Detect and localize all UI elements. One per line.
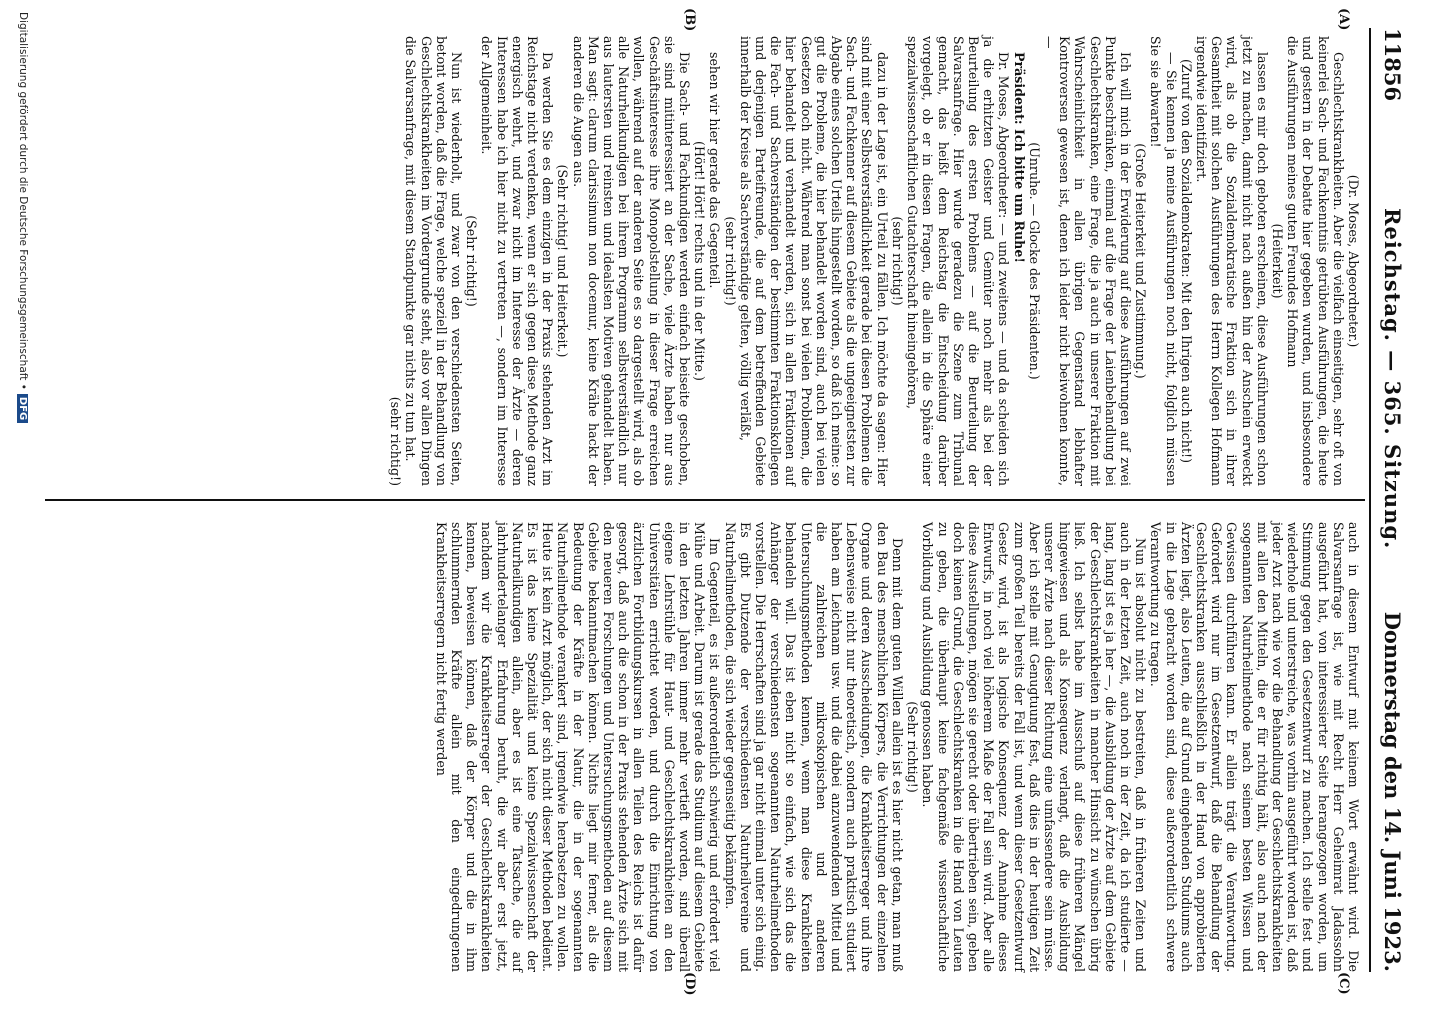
reaction: (Sehr richtig!) bbox=[905, 701, 921, 793]
reaction: (sehr richtig!) bbox=[388, 396, 404, 486]
reaction: (Hört! Hört! rechts und in der Mitte.) bbox=[692, 141, 708, 381]
speaker-tag: (Dr. Moses, Abgeordneter.) bbox=[1346, 174, 1361, 348]
paragraph: Dr. Moses, Abgeordneter: — und zweitens — und da scheiden sich ja die erhitzten Geister und Gemüter noch mehr als bei der Beurteilung des ersten Problems — auf die Beurteilung der Salvarsanfrage. Hier wurde geradezu die Szene zum Tribunal gemacht, das heißt dem Reichstag die Entscheidung darüber vorgelegt, ob er in diesen Fragen, die allein in die Sphäre einer spezialwissenschaftlichen Gutachterschaft hineingehören, bbox=[905, 36, 1012, 486]
reaction: (Heiterkeit) bbox=[1269, 223, 1285, 299]
paragraph: auch in diesem Entwurf mit keinem Wort erwähnt wird. Die Salvarsanfrage ist, wie mit Recht Herr Geheimrat Jadassohn ausgeführt hat, von interessierter Seite herangezogen worden, um Stimmung gegen den Gesetzentwurf zu machen. Ich stelle fest und wiederhole und unterstreiche, was vorhin ausgeführt worden ist, daß jeder Arzt nach wie vor die Behandlung der Geschlechtskrankheiten mit allen den Mitteln, die er für richtig hält, also auch nach der sogenannten Naturheilmethode nach seinem besten Wissen und Gewissen durchführen kann. Er allein trägt die Verantwortung. Gefordert wird nur im Gesetzentwurf, daß die Behandlung der Geschlechtskranken ausschließlich in der Hand von approbierten Ärzten liegt, also Leuten, die auf Grund eingehenden Studiums auch in die Lage gebracht worden sind, diese außerordentlich schwere Verantwortung zu tragen. bbox=[1148, 522, 1361, 972]
reaction: (Zuruf von den Sozialdemokraten: Mit den Ihrigen auch nicht!) bbox=[1178, 59, 1194, 463]
margin-marker-a: (A) bbox=[1336, 8, 1351, 31]
paragraph: Nun ist absolut nicht zu bestreiten, daß in früheren Zeiten und auch in der letzten Zeit, auch noch in der Zeit, da ich studierte — lang, lang ist es ja her —, die Ausbildung der Ärzte auf dem Gebiete der Geschlechtskrankheiten in mancher Hinsicht zu wünschen übrig ließ. Ich selbst habe im Ausschuß auf diese früheren Mängel hingewiesen und als Konsequenz verlangt, daß die Ausbildung unserer Ärzte nach dieser Richtung eine umfassendere sein müsse. Aber ich stelle mit Genugtuung fest, daß dies in der heutigen Zeit zum großen Teil bereits der Fall ist, und wenn dieser Gesetzentwurf Gesetz wird, ist als logische Konsequenz der Annahme dieses Entwurfs, in noch viel höherem Maße der Fall sein wird. Aber alle diese Ausstellungen, mögen sie gerecht oder übertrieben sein, geben doch keinen Grund, die Geschlechtskranken in die Hand von Leuten zu geben, die überhaupt keine fachgemäße wissenschaftliche Vorbildung und Ausbildung genossen haben. bbox=[920, 522, 1149, 972]
dfg-logo: DFG bbox=[17, 394, 28, 423]
margin-marker-d: (D) bbox=[682, 972, 697, 996]
reaction: (Sehr richtig!) bbox=[464, 215, 480, 307]
column-divider bbox=[45, 499, 1365, 501]
header-rule bbox=[1369, 28, 1371, 972]
paragraph: Nun ist wiederholt, und zwar von den verschiedensten Seiten, betont worden, daß die Frage, welche speziell in der Behandlung von Geschlechtskrankheiten im Vordergrunde steht, also vor allen Dingen die Salvarsanfrage, mit diesem Standpunkte gar nichts zu tun hat. bbox=[403, 36, 465, 486]
paragraph: Die Sach- und Fachkundigen werden einfach beiseite geschoben, sie sind mitinteressiert an der Sache, viele Ärzte haben nur aus Geschäftsinteresse ihre Monopolstellung in dieser Frage erreichen wollen, während auf der anderen Seite es so dargestellt wird, als ob alle Naturheilkundigen bei ihrem Programm selbstverständlich nur aus lautersten und reinsten und idealsten Motiven gehandelt haben. Man sagt: clarum clarissimum non docemur, keine Krähe hackt der anderen die Augen aus. bbox=[570, 36, 693, 486]
margin-marker-c: (C) bbox=[1336, 972, 1351, 995]
reaction: (Sehr richtig! und Heiterkeit.) bbox=[555, 164, 571, 358]
header-date: Donnerstag den 14. Juni 1923. bbox=[1380, 611, 1405, 972]
rotated-page bbox=[17, 0, 1417, 1000]
paragraph: dazu in der Lage ist, ein Urteil zu fällen. Ich möchte da sagen: Hier sind mit einer Selbstverständlichkeit gerade bei diesen Problemen die Sach- und Fachkenner auf diesem Gebiete als die ungeeignetsten zur Abgabe eines solchen Urteils hingestellt worden, so daß ich meine: so gut die Probleme, die hier behandelt worden sind, auch bei vielen Gesetzen doch nicht. Während man sonst bei vielen Problemen, die hier behandelt und verhandelt werden, sich in allen Fraktionen auf die Fach- und Sachverständigen der bestimmten Fraktionskollegen und derjenigen Parteifreunde, die auf dem betreffenden Gebiete innerhalb der Kreise als Sachverständige gelten, völlig verläßt, bbox=[737, 36, 890, 486]
margin-marker-b: (B) bbox=[682, 8, 697, 32]
president-remark: Präsident: Ich bitte um Ruhe! bbox=[1011, 52, 1027, 263]
paragraph: lassen es mir doch geboten erscheinen, diese Ausführungen schon jetzt zu machen, damit nicht nach außen hin der Anschein erweckt wird, als ob die Sozialdemokratische Fraktion sich in ihrer Gesamtheit mit solchen Ausführungen des Herrn Kollegen Hofmann irgendwie identifiziert. bbox=[1193, 36, 1270, 486]
reaction: (Große Heiterkeit und Zustimmung.) bbox=[1133, 143, 1149, 379]
paragraph: Geschlechtskrankheiten. Aber die vielfach einseitigen, sehr oft von keinerlei Sach- und Fachkenntnis getrübten Ausführungen, die heute und gestern in der Debatte hier gegeben wurden, und insbesondere die Ausführungen meines guten Freundes Hofmann bbox=[1285, 36, 1346, 486]
footer-text: Digitalisierung gefördert durch die Deutsche Forschungsgemeinschaft • bbox=[17, 12, 29, 390]
header-title: Reichstag. — 365. Sitzung. bbox=[1380, 208, 1405, 550]
paragraph: Ich will mich in der Erwiderung auf diese Ausführungen auf zwei Punkte beschränken, einmal auf die Frage der Laienbehandlung bei Geschlechtskranken, eine Frage, die ja auch in unserer Fraktion mit Wahrscheinlichkeit in allen übrigen Gegenstand lebhafter Kontroversen gewesen ist, denen ich leider nicht beiwohnen konnte, — bbox=[1041, 36, 1133, 486]
left-column bbox=[388, 36, 1361, 486]
reaction: (sehr richtig!) bbox=[722, 216, 738, 306]
paragraph: — Sie kennen ja meine Ausführungen noch nicht, folglich müssen Sie sie abwarten! bbox=[1148, 36, 1179, 486]
paragraph: sehen wir hier gerade das Gegenteil. bbox=[707, 52, 723, 289]
reaction: (Unruhe. — Glocke des Präsidenten.) bbox=[1026, 142, 1042, 380]
running-header bbox=[1371, 28, 1405, 972]
digitization-footer bbox=[17, 12, 29, 1012]
right-column bbox=[434, 522, 1361, 972]
paragraph: Da werden Sie es dem einzigen in der Praxis stehenden Arzt im Reichstage nicht verdenken, wenn er sich gegen diese Methode ganz energisch wehrt, und zwar nicht im Interesse der Ärzte — deren Interessen habe ich hier nicht zu vertreten —, sondern im Interesse der Allgemeinheit. bbox=[479, 36, 556, 486]
paragraph: Im Gegenteil, es ist außerordentlich schwierig und erfordert viel Mühe und Arbeit. Darum ist gerade das Studium auf diesem Gebiete in den letzten Jahren immer mehr vertieft worden, sind überall eigene Lehrstühle für Haut- und Geschlechtskrankheiten an den Universitäten errichtet worden, und durch die Einrichtung von ärztlichen Fortbildungskursen in allen Teilen des Reichs ist dafür gesorgt, daß auch die schon in der Praxis stehenden Ärzte sich mit den neueren Forschungen und Untersuchungsmethoden auf diesem Gebiete bekanntmachen können. Nichts liegt mir ferner, als die Bedeutung der Kräfte in der Natur, die in der sogenannten Naturheilmethode verankert sind, irgendwie herabsetzen zu wollen. Heute ist kein Arzt möglich, der sich nicht dieser Methoden bedient. Es ist das keine Spezialität und keine Spezialwissenschaft der Naturheilkundigen allein, aber es ist eine Tatsache, die auf jahrhundertelanger Erfahrung beruht, die wir aber erst jetzt, nachdem wir die Krankheitserreger der Geschlechtskrankheiten kennen, beweisen können, daß der Körper und die in ihm schlummernden Kräfte allein mit den eingedrungenen Krankheitserregern nicht fertig werden bbox=[433, 522, 723, 972]
paragraph: Denn mit dem guten Willen allein ist es hier nicht getan, man muß den Bau des menschlichen Körpers, die Verrichtungen der einzelnen Organe und deren Ausscheidungen, die Krankheitserreger und ihre Lebensweise nicht nur theoretisch, sondern auch praktisch studiert haben am Leichnam usw. und die dabei anzuwendenden Mittel und die zahlreichen mikroskopischen und anderen Untersuchungsmethoden kennen, wenn man diese Krankheiten behandeln will. Das ist eben nicht so einfach, wie sich das die Anhänger der verschiedensten sogenannten Naturheilmethoden vorstellen. Die Herrschaften sind ja gar nicht einmal unter sich einig. Es gibt Dutzende der verschiedensten Naturheilvereine und Naturheilmethoden, die sich wieder gegenseitig bekämpfen. bbox=[722, 522, 905, 972]
page-number: 11856 bbox=[1380, 28, 1405, 102]
reaction: (sehr richtig!) bbox=[889, 216, 905, 306]
